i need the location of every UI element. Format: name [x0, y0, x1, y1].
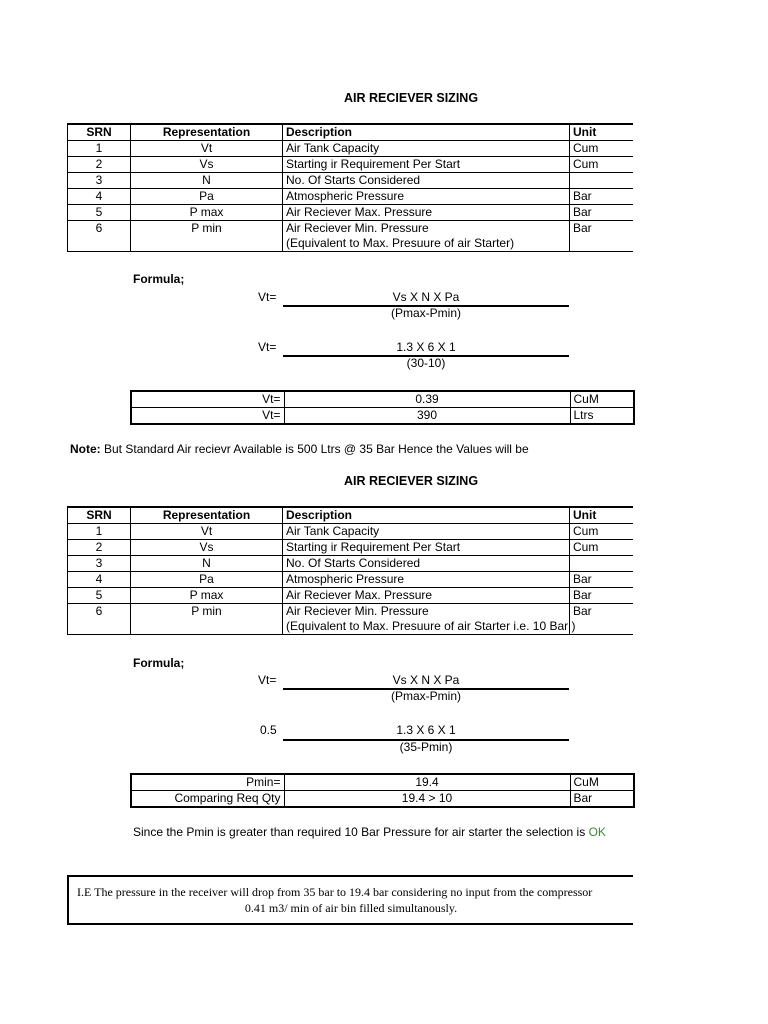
table-row — [68, 157, 634, 173]
table-row — [68, 588, 634, 604]
formula1-denominator: (Pmax-Pmin) — [390, 306, 461, 320]
unit-cell: Cum — [570, 157, 634, 173]
result-row — [131, 391, 634, 408]
result-row — [131, 791, 634, 808]
result-label: Pmin= — [131, 774, 284, 791]
result-row — [131, 408, 634, 425]
formula1-numerator: Vs X N X Pa — [392, 290, 460, 304]
formula2-denominator: (35-Pmin) — [399, 740, 453, 754]
formula2-lhs: 0.5 — [260, 723, 277, 737]
desc-cell: Air Reciever Max. Pressure — [283, 588, 570, 604]
srn-cell: 6 — [68, 604, 131, 635]
desc-cell: Air Reciever Max. Pressure — [283, 205, 570, 221]
srn-cell: 6 — [68, 221, 131, 252]
result-unit: Ltrs — [570, 408, 634, 425]
table-row — [68, 173, 634, 189]
rep-cell: Vs — [131, 540, 283, 556]
section1-result-table — [130, 390, 635, 425]
note-prefix: Note: — [70, 442, 101, 456]
rep-cell: Vt — [131, 141, 283, 157]
table-row — [68, 205, 634, 221]
formula2-numerator: 1.3 X 6 X 1 — [396, 723, 456, 737]
summary-line-2: 0.41 m3/ min of air bin filled simultanously. — [244, 901, 458, 915]
unit-cell: Cum — [570, 141, 634, 157]
unit-cell — [570, 556, 634, 572]
formula1-numerator: Vs X N X Pa — [392, 673, 460, 687]
rep-cell: P min — [131, 221, 283, 252]
desc-cell — [283, 221, 570, 252]
result-label: Vt= — [131, 408, 284, 425]
srn-cell: 1 — [68, 524, 131, 540]
ok-status: OK — [588, 825, 606, 839]
rep-cell: Pa — [131, 572, 283, 588]
table-row — [68, 540, 634, 556]
section2-table-clip — [67, 506, 633, 641]
formula2-denominator: (30-10) — [406, 356, 446, 370]
desc-line-1: Air Reciever Min. Pressure — [286, 221, 429, 235]
srn-cell: 2 — [68, 157, 131, 173]
unit-cell: Bar — [570, 205, 634, 221]
table-row — [68, 189, 634, 205]
desc-cell: Starting ir Requirement Per Start — [283, 157, 570, 173]
table-header-row — [68, 124, 634, 141]
formula-label: Formula; — [133, 272, 185, 286]
note-text: But Standard Air recievr Available is 500 Ltrs @ 35 Bar Hence the Values will be — [100, 442, 529, 456]
table-row — [68, 556, 634, 572]
formula-label: Formula; — [133, 656, 185, 670]
unit-cell: Bar — [570, 189, 634, 205]
result-value: 19.4 — [284, 774, 570, 791]
result-label: Vt= — [131, 391, 284, 408]
section1-title: AIR RECIEVER SIZING — [344, 91, 479, 105]
desc-line-2: (Equivalent to Max. Presuure of air Starter i.e. 10 Bar ) — [286, 619, 576, 633]
rep-cell: Pa — [131, 189, 283, 205]
header-representation: Representation — [131, 124, 283, 141]
unit-cell: Bar — [570, 604, 634, 635]
formula1-denominator: (Pmax-Pmin) — [390, 689, 461, 703]
table-row — [68, 221, 634, 252]
table-row — [68, 524, 634, 540]
section2-params-table — [67, 506, 633, 635]
srn-cell: 2 — [68, 540, 131, 556]
unit-cell: Cum — [570, 540, 634, 556]
desc-cell: No. Of Starts Considered — [283, 556, 570, 572]
desc-cell: Starting ir Requirement Per Start — [283, 540, 570, 556]
result-unit: Bar — [570, 791, 634, 808]
desc-line-2: (Equivalent to Max. Presuure of air Starter) — [286, 236, 515, 250]
unit-cell: Bar — [570, 588, 634, 604]
rep-cell: P min — [131, 604, 283, 635]
result-value: 19.4 > 10 — [284, 791, 570, 808]
formula1-lhs: Vt= — [258, 673, 277, 687]
formula2-numerator: 1.3 X 6 X 1 — [396, 340, 456, 354]
table-row — [68, 604, 634, 635]
note-line — [70, 441, 529, 457]
srn-cell: 3 — [68, 556, 131, 572]
section2-title: AIR RECIEVER SIZING — [344, 474, 479, 488]
formula2-lhs: Vt= — [258, 340, 277, 354]
unit-cell: Bar — [570, 572, 634, 588]
srn-cell: 5 — [68, 588, 131, 604]
rep-cell: N — [131, 556, 283, 572]
result-row — [131, 774, 634, 791]
result-unit: CuM — [570, 774, 634, 791]
unit-cell: Bar — [570, 221, 634, 252]
result-value: 390 — [284, 408, 570, 425]
desc-cell: Atmospheric Pressure — [283, 189, 570, 205]
table-row — [68, 572, 634, 588]
desc-cell: No. Of Starts Considered — [283, 173, 570, 189]
desc-cell: Air Tank Capacity — [283, 141, 570, 157]
result-unit: CuM — [570, 391, 634, 408]
header-unit: Unit — [570, 124, 634, 141]
rep-cell: P max — [131, 205, 283, 221]
rep-cell: Vt — [131, 524, 283, 540]
desc-line-1: Air Reciever Min. Pressure — [286, 604, 429, 618]
conclusion-text: Since the Pmin is greater than required 10 Bar Pressure for air starter the selection is — [133, 825, 589, 839]
desc-cell — [283, 604, 576, 635]
rep-cell: Vs — [131, 157, 283, 173]
section1-params-table — [67, 123, 633, 252]
srn-cell: 1 — [68, 141, 131, 157]
table-header-row — [68, 507, 634, 524]
srn-cell: 3 — [68, 173, 131, 189]
header-srn: SRN — [68, 507, 131, 524]
result-label: Comparing Req Qty — [131, 791, 284, 808]
conclusion-line — [133, 824, 606, 840]
header-unit: Unit — [570, 507, 634, 524]
srn-cell: 4 — [68, 189, 131, 205]
summary-box — [67, 875, 633, 925]
table-row — [68, 141, 634, 157]
srn-cell: 4 — [68, 572, 131, 588]
summary-line-1: I.E The pressure in the receiver will drop from 35 bar to 19.4 bar considering no input from the compressor — [77, 885, 593, 899]
result-value: 0.39 — [284, 391, 570, 408]
section2-result-table — [130, 773, 635, 808]
desc-cell: Atmospheric Pressure — [283, 572, 570, 588]
rep-cell: N — [131, 173, 283, 189]
unit-cell: Cum — [570, 524, 634, 540]
section1-table-clip — [67, 123, 633, 258]
desc-cell: Air Tank Capacity — [283, 524, 570, 540]
unit-cell — [570, 173, 634, 189]
formula1-lhs: Vt= — [258, 290, 277, 304]
header-srn: SRN — [68, 124, 131, 141]
header-representation: Representation — [131, 507, 283, 524]
srn-cell: 5 — [68, 205, 131, 221]
header-description: Description — [283, 507, 570, 524]
rep-cell: P max — [131, 588, 283, 604]
header-description: Description — [283, 124, 570, 141]
